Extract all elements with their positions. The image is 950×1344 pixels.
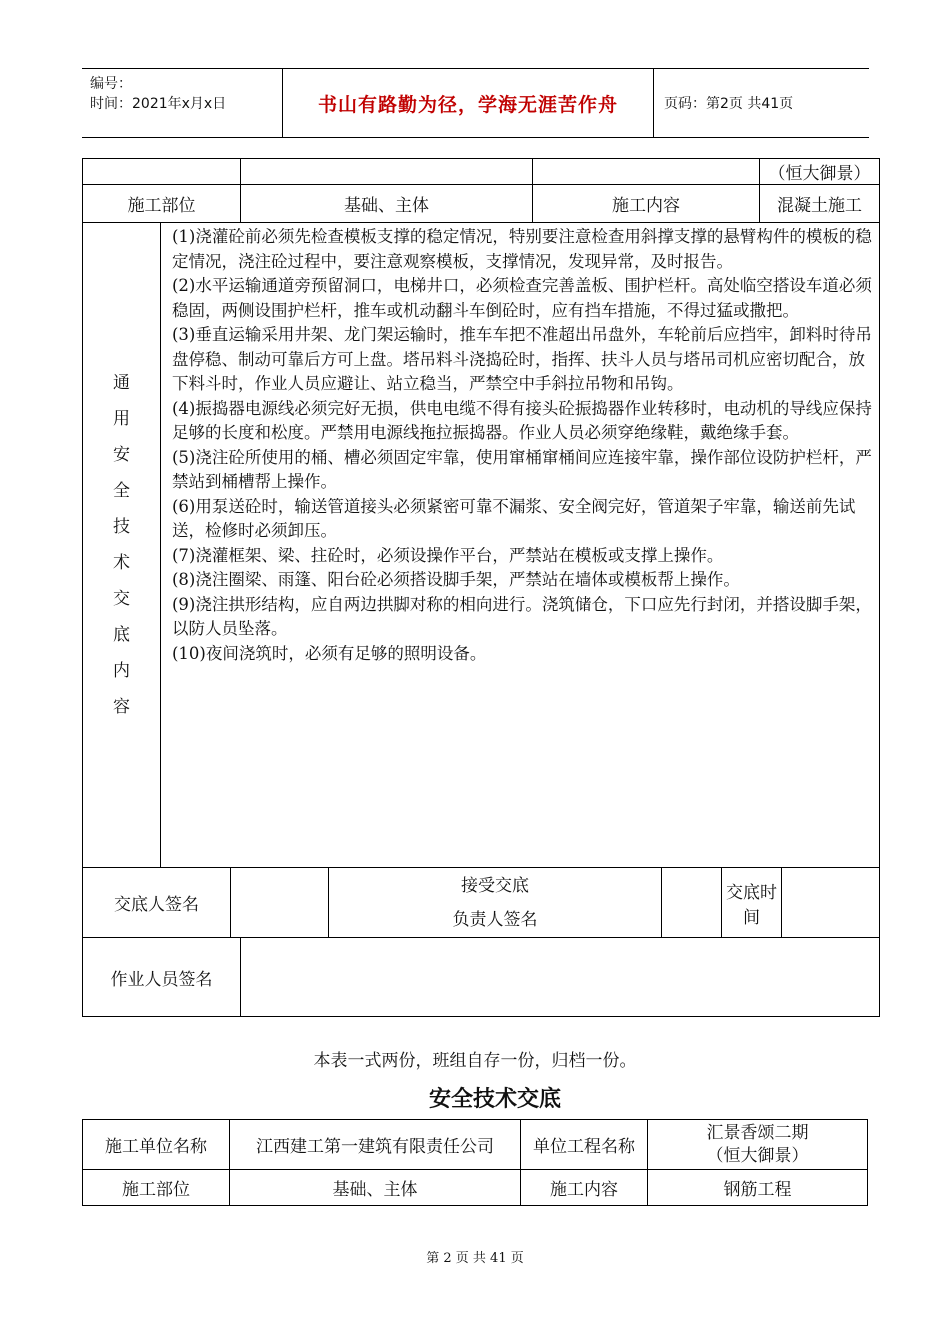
section-label-char: 容: [113, 697, 130, 717]
project-name-tail: （恒大御景）: [760, 159, 880, 185]
construction-part-row: [83, 185, 880, 223]
disclosure-item: (4)振捣器电源线必须完好无损，供电电缆不得有接头砼振捣器作业转移时，电动机的导线应保持足够的长度和松度。严禁用电源线拖拉振捣器。作业人员必须穿绝缘鞋，戴绝缘手套。: [172, 398, 872, 442]
table-cell: [533, 159, 760, 185]
construction-part-row: [83, 1170, 868, 1206]
workers-signature-row: [83, 938, 880, 1017]
document-number-label: 编号：: [90, 76, 132, 92]
discloser-signature-label: 交底人签名: [83, 868, 231, 938]
section-label-char: 交: [113, 589, 130, 609]
unit-row: [83, 1120, 868, 1170]
receiver-label-line-2: 负责人签名: [452, 909, 538, 930]
disclosure-item: (2)水平运输通道旁预留洞口，电梯井口，必须检查完善盖板、围护栏杆。高处临空搭设车道必须稳固，两侧设围护栏杆，推车或机动翻斗车倒砼时，应有挡车措施，不得过猛或撒把。: [172, 276, 872, 320]
disclosure-item: (3)垂直运输采用井架、龙门架运输时，推车车把不准超出吊盘外，车轮前后应挡牢，卸料时待吊盘停稳、制动可靠后方可上盘。塔吊料斗浇捣砼时，指挥、扶斗人员与塔吊司机应密切配合，放下料斗时，作业人员应避让、站立稳当，严禁空中手斜拉吊物和吊钩。: [172, 325, 872, 393]
project-name-value: [648, 1120, 868, 1170]
disclosure-time-label: 交底时间: [722, 868, 782, 938]
disclosure-item: (9)浇注拱形结构，应自两边拱脚对称的相向进行。浇筑储仓，下口应先行封闭，并搭设脚手架，以防人员坠落。: [172, 594, 872, 638]
section-label-char: 全: [113, 481, 130, 501]
receiver-signature-field: [662, 868, 722, 938]
project-name-line-2: （恒大御景）: [706, 1145, 809, 1166]
section-label-char: 通: [113, 373, 130, 393]
copies-note: 本表一式两份，班组自存一份，归档一份。: [313, 1051, 637, 1071]
construction-part-value: 基础、主体: [241, 185, 533, 223]
project-name-row: [83, 159, 880, 185]
construction-part-label: 施工部位: [83, 1170, 230, 1206]
section-label-char: 技: [113, 517, 130, 537]
next-disclosure-table: [82, 1119, 868, 1206]
construction-content-label: 施工内容: [533, 185, 760, 223]
project-name-line-1: 汇景香颂二期: [706, 1122, 809, 1143]
disclosure-item: (10)夜间浇筑时，必须有足够的照明设备。: [172, 643, 487, 663]
construction-content-label: 施工内容: [521, 1170, 648, 1206]
section-label-char: 内: [113, 661, 130, 681]
header-divider: [653, 69, 654, 137]
section-label-char: 用: [113, 409, 130, 429]
header-motto: 书山有路勤为径，学海无涯苦作舟: [317, 93, 618, 116]
disclosure-time-field: [782, 868, 880, 938]
disclosure-item: (1)浇灌砼前必须先检查模板支撑的稳定情况，特别要注意检查用斜撑支撑的悬臂构件的模板的稳定情况，浇注砼过程中，要注意观察模板，支撑情况，发现异常，及时报告。: [172, 227, 872, 271]
table-cell: [241, 159, 533, 185]
signature-row: [83, 868, 880, 938]
construction-part-value: 基础、主体: [230, 1170, 521, 1206]
receiver-label-line-1: 接受交底: [461, 875, 530, 896]
workers-signature-field: [241, 938, 880, 1017]
discloser-signature-field: [231, 868, 329, 938]
disclosure-content-row: [83, 223, 880, 868]
section-title: 安全技术交底: [428, 1087, 561, 1112]
project-name-label: 单位工程名称: [521, 1120, 648, 1170]
disclosure-items-list: [172, 225, 873, 666]
safety-disclosure-table: [82, 158, 880, 1017]
construction-content-value: 混凝土施工: [760, 185, 880, 223]
construction-content-value: 钢筋工程: [648, 1170, 868, 1206]
page-header: [82, 68, 869, 138]
disclosure-content-cell: [161, 223, 880, 868]
section-label-char: 安: [113, 445, 130, 465]
construction-part-label: 施工部位: [83, 185, 241, 223]
section-label-vertical: [83, 365, 160, 725]
section-label-cell: [83, 223, 161, 868]
section-label-char: 底: [113, 625, 130, 645]
disclosure-item: (8)浇注圈梁、雨篷、阳台砼必须搭设脚手架，严禁站在墙体或模板帮上操作。: [172, 570, 740, 589]
receiver-signature-label: [329, 868, 662, 938]
header-page-info: 页码：第2页 共41页: [664, 96, 794, 112]
disclosure-item: (7)浇灌框架、梁、拄砼时，必须设操作平台，严禁站在模板或支撑上操作。: [172, 545, 724, 565]
section-label-char: 术: [113, 553, 130, 573]
unit-name-label: 施工单位名称: [83, 1120, 230, 1170]
document-date-label: 时间：2021年x月x日: [90, 96, 227, 112]
workers-signature-label: 作业人员签名: [83, 938, 241, 1017]
disclosure-item: (6)用泵送砼时，输送管道接头必须紧密可靠不漏浆、安全阀完好，管道架子牢靠，输送前先试送，检修时必须卸压。: [172, 496, 856, 540]
table-cell: [83, 159, 241, 185]
disclosure-item: (5)浇注砼所使用的桶、槽必须固定牢靠，使用窜桶窜桶间应连接牢靠，操作部位设防护栏杆，严禁站到桶槽帮上操作。: [172, 447, 872, 491]
unit-name-value: 江西建工第一建筑有限责任公司: [230, 1120, 521, 1170]
page-footer: 第 2 页 共 41 页: [426, 1251, 524, 1266]
